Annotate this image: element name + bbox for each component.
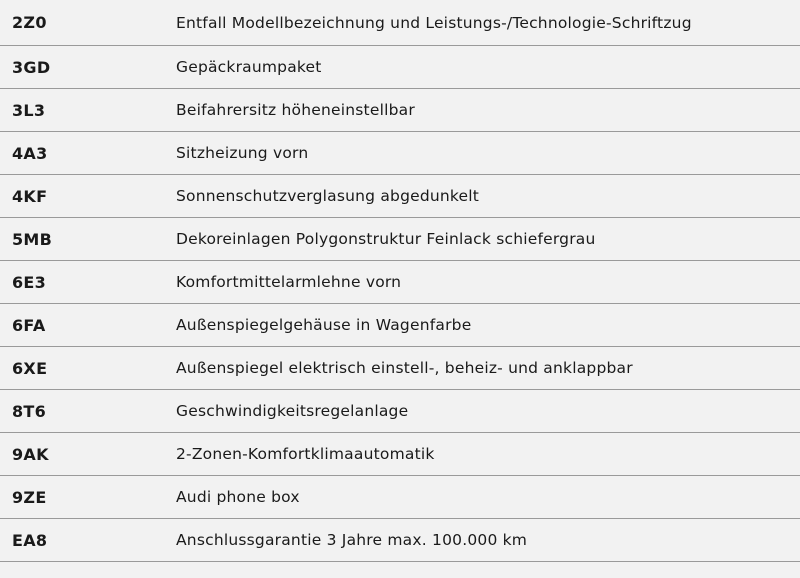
option-code: 6E3 <box>12 272 47 292</box>
option-description: Entfall Modellbezeichnung und Leistungs-/Technologie-Schriftzug <box>176 13 692 32</box>
option-code: 5MB <box>12 229 53 249</box>
option-code: 3GD <box>12 57 51 77</box>
option-description: Dekoreinlagen Polygonstruktur Feinlack schiefergrau <box>176 230 596 248</box>
table-row <box>0 132 800 175</box>
table-row <box>0 46 800 89</box>
option-description: Anschlussgarantie 3 Jahre max. 100.000 km <box>176 531 528 549</box>
table-row <box>0 0 800 46</box>
table-row <box>0 261 800 304</box>
option-code: 4KF <box>12 186 48 206</box>
option-code: 9AK <box>12 444 49 464</box>
option-code: 4A3 <box>12 143 48 163</box>
option-code: 9ZE <box>12 487 47 507</box>
option-code: 8T6 <box>12 401 47 421</box>
option-description: Sonnenschutzverglasung abgedunkelt <box>176 187 480 205</box>
option-description: Außenspiegelgehäuse in Wagenfarbe <box>176 316 472 334</box>
option-description: Audi phone box <box>176 488 300 506</box>
option-code: 3L3 <box>12 100 46 120</box>
option-description: Komfortmittelarmlehne vorn <box>176 273 402 291</box>
table-row <box>0 476 800 519</box>
option-description: Geschwindigkeitsregelanlage <box>176 402 409 420</box>
table-row <box>0 390 800 433</box>
option-description: Beifahrersitz höheneinstellbar <box>176 101 415 119</box>
table-row <box>0 175 800 218</box>
table-row <box>0 304 800 347</box>
option-description: 2-Zonen-Komfortklimaautomatik <box>176 445 435 463</box>
option-description: Sitzheizung vorn <box>176 144 309 162</box>
option-code: 6FA <box>12 315 46 335</box>
option-code: 2Z0 <box>12 13 47 32</box>
option-description: Gepäckraumpaket <box>176 58 322 76</box>
table-row <box>0 433 800 476</box>
table-row <box>0 519 800 562</box>
table-row <box>0 347 800 390</box>
table-row <box>0 218 800 261</box>
option-code: EA8 <box>12 530 48 550</box>
table-row <box>0 89 800 132</box>
option-code: 6XE <box>12 358 48 378</box>
option-description: Außenspiegel elektrisch einstell-, beheiz- und anklappbar <box>176 359 633 377</box>
